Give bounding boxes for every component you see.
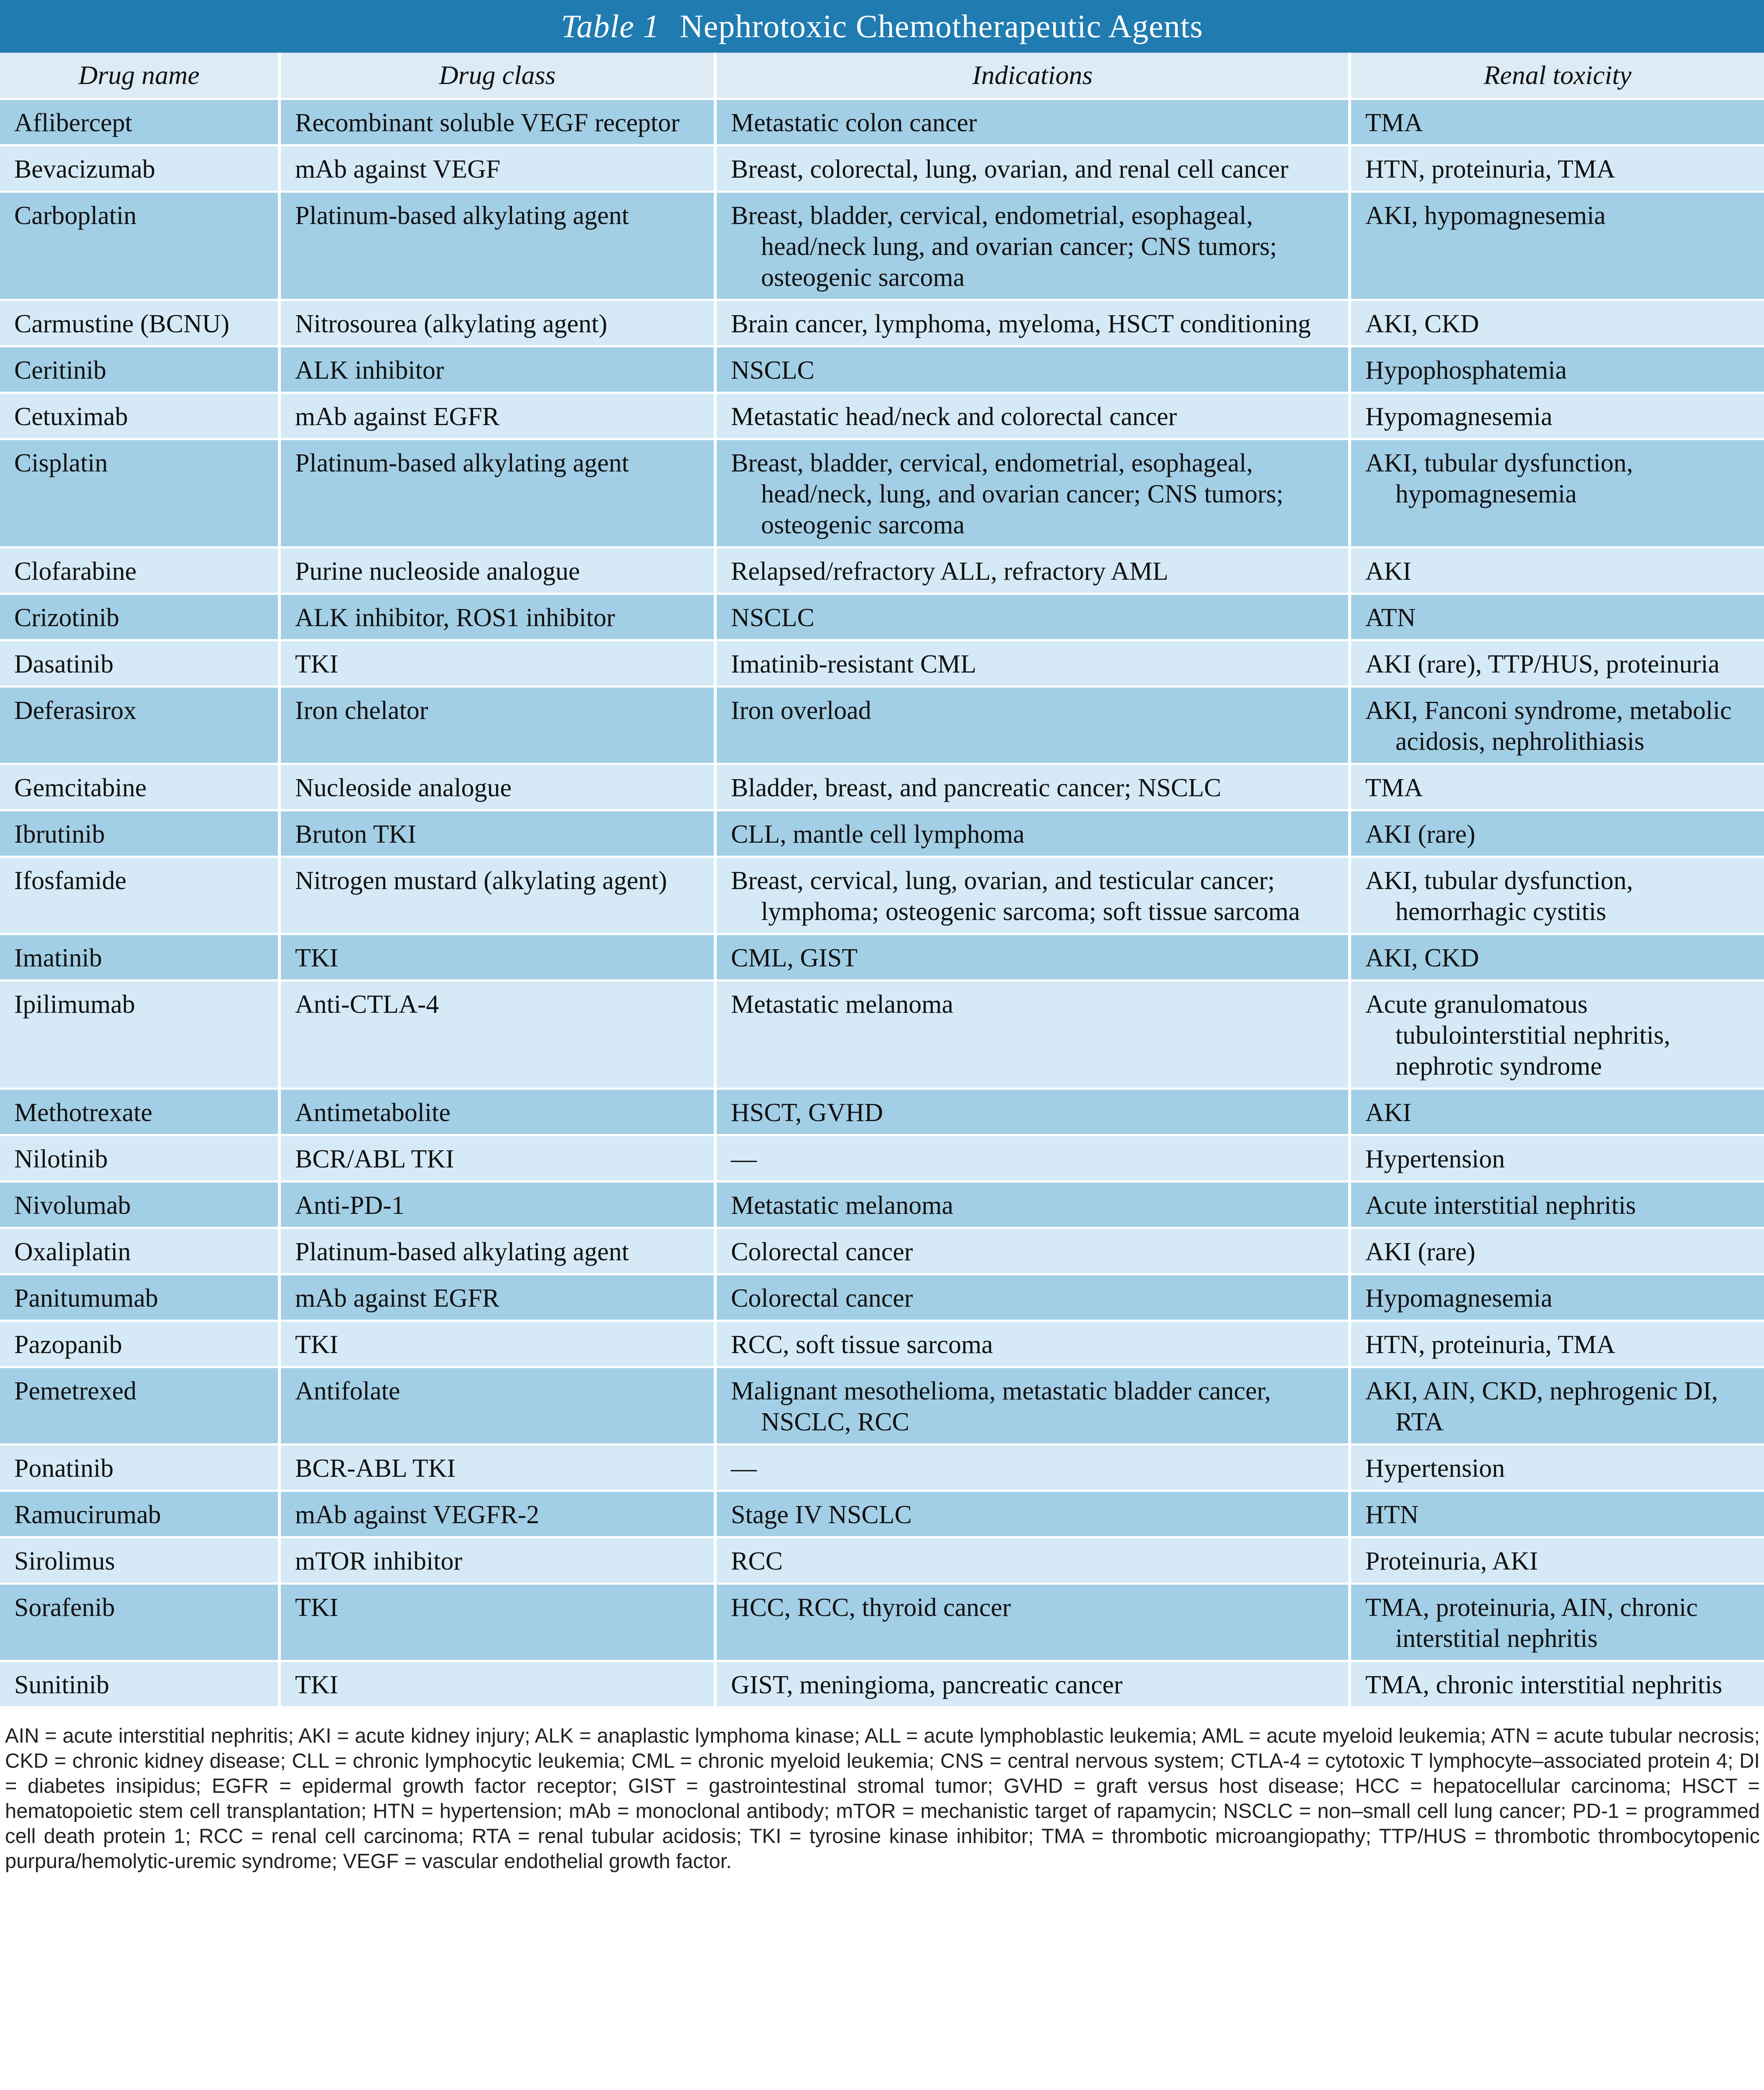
renal-toxicity-cell xyxy=(1351,301,1764,347)
drug-name-cell xyxy=(0,1585,281,1662)
drug-name-cell xyxy=(0,688,281,765)
table-row xyxy=(0,858,1764,935)
cell-text: Hypomagnesemia xyxy=(1365,403,1553,431)
drug-name-cell xyxy=(0,1275,281,1322)
cell-text: Anti-PD-1 xyxy=(295,1191,405,1220)
renal-toxicity-cell xyxy=(1351,394,1764,440)
cell-text: AKI, hypomagnesemia xyxy=(1365,201,1606,230)
indications-cell xyxy=(717,301,1351,347)
indications-cell xyxy=(717,100,1351,146)
drug-class-cell xyxy=(281,595,717,641)
cell-text: TMA xyxy=(1365,109,1423,137)
renal-toxicity-cell xyxy=(1351,688,1764,765)
drug-class-cell xyxy=(281,858,717,935)
cell-text: mAb against VEGFR-2 xyxy=(295,1501,540,1529)
table-row xyxy=(0,765,1764,811)
table-row xyxy=(0,1538,1764,1585)
table-row xyxy=(0,935,1764,981)
cell-text: RCC, soft tissue sarcoma xyxy=(731,1330,993,1359)
cell-text: Platinum-based alkylating agent xyxy=(295,1238,629,1266)
table-row xyxy=(0,1322,1764,1368)
cell-text: Stage IV NSCLC xyxy=(731,1501,912,1529)
indications-cell xyxy=(717,595,1351,641)
drug-class-cell xyxy=(281,548,717,595)
cell-text: Metastatic head/neck and colorectal cancer xyxy=(731,403,1177,431)
cell-text: Dasatinib xyxy=(14,650,114,678)
cell-text: ALK inhibitor xyxy=(295,356,444,385)
cell-text: GIST, meningioma, pancreatic cancer xyxy=(731,1671,1123,1699)
header-row xyxy=(0,53,1764,100)
cell-text: TKI xyxy=(295,944,339,972)
renal-toxicity-cell xyxy=(1351,1585,1764,1662)
cell-text: Colorectal cancer xyxy=(731,1284,913,1313)
drug-class-cell xyxy=(281,347,717,394)
cell-text: AKI (rare), TTP/HUS, proteinuria xyxy=(1365,650,1720,678)
cell-text: Metastatic melanoma xyxy=(731,990,953,1019)
renal-toxicity-cell xyxy=(1351,100,1764,146)
cell-text: — xyxy=(731,1145,757,1173)
cell-text: HTN, proteinuria, TMA xyxy=(1365,1330,1616,1359)
drug-name-cell xyxy=(0,1368,281,1445)
indications-cell xyxy=(717,1368,1351,1445)
indications-cell xyxy=(717,1445,1351,1492)
cell-text: Acute interstitial nephritis xyxy=(1365,1191,1636,1220)
cell-text: Ceritinib xyxy=(14,356,107,385)
cell-text: TKI xyxy=(295,1593,339,1622)
cell-text: Carboplatin xyxy=(14,201,137,230)
cell-text: Anti-CTLA-4 xyxy=(295,990,439,1019)
cell-text: — xyxy=(731,1454,757,1483)
cell-text: Nucleoside analogue xyxy=(295,774,512,802)
cell-text: AKI xyxy=(1365,1099,1412,1127)
cell-text: Sunitinib xyxy=(14,1671,109,1699)
drug-name-cell xyxy=(0,1538,281,1585)
cell-text: AKI, AIN, CKD, nephrogenic DI, RTA xyxy=(1365,1377,1718,1436)
table-row xyxy=(0,1183,1764,1229)
cell-text: Sorafenib xyxy=(14,1593,115,1622)
cell-text: TKI xyxy=(295,650,339,678)
cell-text: BCR/ABL TKI xyxy=(295,1145,454,1173)
table-row xyxy=(0,1585,1764,1662)
renal-toxicity-cell xyxy=(1351,1538,1764,1585)
cell-text: Carmustine (BCNU) xyxy=(14,310,229,338)
renal-toxicity-cell xyxy=(1351,1322,1764,1368)
drug-class-cell xyxy=(281,193,717,301)
drug-name-cell xyxy=(0,811,281,858)
cell-text: mAb against VEGF xyxy=(295,155,501,184)
drug-name-cell xyxy=(0,1662,281,1708)
indications-cell xyxy=(717,1492,1351,1538)
drug-name-cell xyxy=(0,765,281,811)
cell-text: Hypomagnesemia xyxy=(1365,1284,1553,1313)
cell-text: AKI (rare) xyxy=(1365,1238,1476,1266)
cell-text: Bruton TKI xyxy=(295,820,416,849)
cell-text: Platinum-based alkylating agent xyxy=(295,201,629,230)
table-row xyxy=(0,301,1764,347)
drug-class-cell xyxy=(281,146,717,193)
cell-text: Metastatic melanoma xyxy=(731,1191,953,1220)
drug-name-cell xyxy=(0,1445,281,1492)
renal-toxicity-cell xyxy=(1351,858,1764,935)
renal-toxicity-cell xyxy=(1351,1662,1764,1708)
cell-text: CML, GIST xyxy=(731,944,858,972)
drug-class-cell xyxy=(281,811,717,858)
cell-text: Cisplatin xyxy=(14,449,108,477)
renal-toxicity-cell xyxy=(1351,811,1764,858)
renal-toxicity-cell xyxy=(1351,440,1764,548)
renal-toxicity-cell xyxy=(1351,1229,1764,1275)
drug-name-cell xyxy=(0,100,281,146)
drug-class-cell xyxy=(281,1136,717,1183)
cell-text: Ponatinib xyxy=(14,1454,114,1483)
drug-class-cell xyxy=(281,641,717,688)
cell-text: Clofarabine xyxy=(14,557,137,586)
drug-class-cell xyxy=(281,1322,717,1368)
renal-toxicity-cell xyxy=(1351,1275,1764,1322)
cell-text: Pazopanib xyxy=(14,1330,122,1359)
drug-name-cell xyxy=(0,347,281,394)
cell-text: TKI xyxy=(295,1671,339,1699)
cell-text: Bevacizumab xyxy=(14,155,155,184)
table-row xyxy=(0,1368,1764,1445)
cell-text: Ipilimumab xyxy=(14,990,135,1019)
drug-class-cell xyxy=(281,981,717,1090)
cell-text: Antifolate xyxy=(295,1377,400,1405)
cell-text: AKI, tubular dysfunction, hypomagnesemia xyxy=(1365,449,1633,508)
indications-cell xyxy=(717,811,1351,858)
renal-toxicity-cell xyxy=(1351,1136,1764,1183)
cell-text: AKI, CKD xyxy=(1365,310,1479,338)
drug-class-cell xyxy=(281,765,717,811)
cell-text: Gemcitabine xyxy=(14,774,147,802)
table-row xyxy=(0,688,1764,765)
drug-class-cell xyxy=(281,1492,717,1538)
drug-name-cell xyxy=(0,1322,281,1368)
table-title-bar xyxy=(0,0,1764,53)
renal-toxicity-cell xyxy=(1351,595,1764,641)
cell-text: Colorectal cancer xyxy=(731,1238,913,1266)
indications-cell xyxy=(717,935,1351,981)
indications-cell xyxy=(717,688,1351,765)
drug-name-cell xyxy=(0,548,281,595)
table-row xyxy=(0,811,1764,858)
cell-text: HSCT, GVHD xyxy=(731,1099,883,1127)
indications-cell xyxy=(717,347,1351,394)
cell-text: Recombinant soluble VEGF receptor xyxy=(295,109,680,137)
table-row xyxy=(0,548,1764,595)
indications-cell xyxy=(717,440,1351,548)
cell-text: BCR-ABL TKI xyxy=(295,1454,456,1483)
cell-text: Breast, bladder, cervical, endometrial, esophageal, head/neck, lung, and ovarian cancer; CNS tumors; osteogenic sarcoma xyxy=(731,449,1283,539)
cell-text: NSCLC xyxy=(731,604,815,632)
column-header-indications: Indications xyxy=(717,53,1351,100)
indications-cell xyxy=(717,1662,1351,1708)
drug-name-cell xyxy=(0,595,281,641)
cell-text: AKI, Fanconi syndrome, metabolic acidosis, nephrolithiasis xyxy=(1365,696,1732,756)
column-header-renal-toxicity: Renal toxicity xyxy=(1351,53,1764,100)
drug-class-cell xyxy=(281,1585,717,1662)
drug-name-cell xyxy=(0,1136,281,1183)
cell-text: mAb against EGFR xyxy=(295,403,500,431)
table-row xyxy=(0,193,1764,301)
table-label: Table 1 xyxy=(561,8,660,44)
cell-text: Imatinib xyxy=(14,944,102,972)
table-row xyxy=(0,100,1764,146)
drug-name-cell xyxy=(0,1090,281,1136)
drug-name-cell xyxy=(0,981,281,1090)
table-row xyxy=(0,981,1764,1090)
indications-cell xyxy=(717,765,1351,811)
cell-text: TMA, proteinuria, AIN, chronic interstitial nephritis xyxy=(1365,1593,1698,1653)
cell-text: Iron overload xyxy=(731,696,871,725)
drug-class-cell xyxy=(281,1275,717,1322)
indications-cell xyxy=(717,548,1351,595)
table-row xyxy=(0,1136,1764,1183)
drug-class-cell xyxy=(281,1090,717,1136)
table-title: Nephrotoxic Chemotherapeutic Agents xyxy=(680,8,1203,44)
drug-name-cell xyxy=(0,1183,281,1229)
column-header-drug-class: Drug class xyxy=(281,53,717,100)
cell-text: Hypertension xyxy=(1365,1145,1505,1173)
cell-text: Relapsed/refractory ALL, refractory AML xyxy=(731,557,1168,586)
cell-text: HCC, RCC, thyroid cancer xyxy=(731,1593,1011,1622)
table-row xyxy=(0,1229,1764,1275)
renal-toxicity-cell xyxy=(1351,347,1764,394)
table-row xyxy=(0,1275,1764,1322)
renal-toxicity-cell xyxy=(1351,146,1764,193)
cell-text: Imatinib-resistant CML xyxy=(731,650,977,678)
cell-text: mAb against EGFR xyxy=(295,1284,500,1313)
drug-name-cell xyxy=(0,1229,281,1275)
indications-cell xyxy=(717,1275,1351,1322)
renal-toxicity-cell xyxy=(1351,1368,1764,1445)
cell-text: TMA, chronic interstitial nephritis xyxy=(1365,1671,1723,1699)
table-row xyxy=(0,146,1764,193)
renal-toxicity-cell xyxy=(1351,193,1764,301)
renal-toxicity-cell xyxy=(1351,1090,1764,1136)
cell-text: Proteinuria, AKI xyxy=(1365,1547,1538,1575)
cell-text: Acute granulomatous tubulointerstitial nephritis, nephrotic syndrome xyxy=(1365,990,1670,1081)
drug-class-cell xyxy=(281,1229,717,1275)
cell-text: Iron chelator xyxy=(295,696,428,725)
cell-text: Aflibercept xyxy=(14,109,132,137)
indications-cell xyxy=(717,1538,1351,1585)
drug-class-cell xyxy=(281,100,717,146)
cell-text: TKI xyxy=(295,1330,339,1359)
cell-text: ALK inhibitor, ROS1 inhibitor xyxy=(295,604,615,632)
cell-text: Bladder, breast, and pancreatic cancer; NSCLC xyxy=(731,774,1222,802)
table-row xyxy=(0,641,1764,688)
cell-text: Oxaliplatin xyxy=(14,1238,131,1266)
cell-text: HTN, proteinuria, TMA xyxy=(1365,155,1616,184)
indications-cell xyxy=(717,193,1351,301)
cell-text: Breast, bladder, cervical, endometrial, esophageal, head/neck lung, and ovarian cancer; CNS tumors; osteogenic sarcoma xyxy=(731,201,1277,292)
cell-text: Hypophosphatemia xyxy=(1365,356,1567,385)
renal-toxicity-cell xyxy=(1351,1445,1764,1492)
cell-text: Ramucirumab xyxy=(14,1501,161,1529)
table-body xyxy=(0,100,1764,1708)
drug-class-cell xyxy=(281,1662,717,1708)
indications-cell xyxy=(717,394,1351,440)
drug-class-cell xyxy=(281,394,717,440)
renal-toxicity-cell xyxy=(1351,548,1764,595)
cell-text: mTOR inhibitor xyxy=(295,1547,463,1575)
indications-cell xyxy=(717,981,1351,1090)
table-row xyxy=(0,1662,1764,1708)
indications-cell xyxy=(717,1322,1351,1368)
renal-toxicity-cell xyxy=(1351,1492,1764,1538)
indications-cell xyxy=(717,1136,1351,1183)
indications-cell xyxy=(717,858,1351,935)
cell-text: Sirolimus xyxy=(14,1547,115,1575)
cell-text: TMA xyxy=(1365,774,1423,802)
table-row xyxy=(0,1492,1764,1538)
cell-text: Pemetrexed xyxy=(14,1377,137,1405)
table-row xyxy=(0,595,1764,641)
table-row xyxy=(0,394,1764,440)
drug-class-cell xyxy=(281,935,717,981)
drug-class-cell xyxy=(281,301,717,347)
column-header-drug-name: Drug name xyxy=(0,53,281,100)
drug-class-cell xyxy=(281,1368,717,1445)
cell-text: RCC xyxy=(731,1547,783,1575)
cell-text: Crizotinib xyxy=(14,604,120,632)
renal-toxicity-cell xyxy=(1351,935,1764,981)
cell-text: AKI, tubular dysfunction, hemorrhagic cystitis xyxy=(1365,867,1633,926)
renal-toxicity-cell xyxy=(1351,981,1764,1090)
cell-text: Malignant mesothelioma, metastatic bladder cancer, NSCLC, RCC xyxy=(731,1377,1271,1436)
indications-cell xyxy=(717,1090,1351,1136)
indications-cell xyxy=(717,146,1351,193)
drug-name-cell xyxy=(0,193,281,301)
cell-text: Nilotinib xyxy=(14,1145,108,1173)
table-row xyxy=(0,347,1764,394)
indications-cell xyxy=(717,641,1351,688)
drug-name-cell xyxy=(0,858,281,935)
indications-cell xyxy=(717,1183,1351,1229)
drug-name-cell xyxy=(0,301,281,347)
cell-text: NSCLC xyxy=(731,356,815,385)
drug-name-cell xyxy=(0,935,281,981)
drug-name-cell xyxy=(0,440,281,548)
drug-name-cell xyxy=(0,641,281,688)
cell-text: Nitrogen mustard (alkylating agent) xyxy=(295,867,667,895)
cell-text: Nitrosourea (alkylating agent) xyxy=(295,310,608,338)
cell-text: Nivolumab xyxy=(14,1191,131,1220)
drug-class-cell xyxy=(281,1538,717,1585)
cell-text: AKI, CKD xyxy=(1365,944,1479,972)
table-row xyxy=(0,1445,1764,1492)
drug-name-cell xyxy=(0,146,281,193)
cell-text: Metastatic colon cancer xyxy=(731,109,977,137)
cell-text: CLL, mantle cell lymphoma xyxy=(731,820,1025,849)
table-row xyxy=(0,440,1764,548)
cell-text: Panitumumab xyxy=(14,1284,158,1313)
drug-class-cell xyxy=(281,440,717,548)
cell-text: Brain cancer, lymphoma, myeloma, HSCT conditioning xyxy=(731,310,1311,338)
cell-text: Purine nucleoside analogue xyxy=(295,557,580,586)
table-row xyxy=(0,1090,1764,1136)
footnote: AIN = acute interstitial nephritis; AKI = acute kidney injury; ALK = anaplastic lymphoma kinase; ALL = acute lymphoblastic leukemia; AML = acute myeloid leukemia; ATN = acute tubular necrosis; CKD = chronic kidney disease; CLL = chronic lymphocytic leukemia; CML = chronic myeloid leukemia; CNS = central nervous system; CTLA-4 = cytotoxic T lymphocyte–associated protein 4; DI = diabetes insipidus; EGFR = epidermal growth factor receptor; GIST = gastrointestinal stromal tumor; GVHD = graft versus host disease; HCC = hepatocellular carcinoma; HSCT = hematopoietic stem cell transplantation; HTN = hypertension; mAb = monoclonal antibody; mTOR = mechanistic target of rapamycin; NSCLC = non–small cell lung cancer; PD-1 = programmed cell death protein 1; RCC = renal cell carcinoma; RTA = renal tubular acidosis; TKI = tyrosine kinase inhibitor; TMA = thrombotic microangiopathy; TTP/HUS = thrombotic thrombocytopenic purpura/hemolytic-uremic syndrome; VEGF = vascular endothelial growth factor. xyxy=(5,1725,1760,1873)
cell-text: Methotrexate xyxy=(14,1099,153,1127)
cell-text: Hypertension xyxy=(1365,1454,1505,1483)
renal-toxicity-cell xyxy=(1351,1183,1764,1229)
cell-text: Breast, cervical, lung, ovarian, and testicular cancer; lymphoma; osteogenic sarcoma; soft tissue sarcoma xyxy=(731,867,1300,926)
drug-class-cell xyxy=(281,1183,717,1229)
drug-name-cell xyxy=(0,1492,281,1538)
indications-cell xyxy=(717,1229,1351,1275)
drug-name-cell xyxy=(0,394,281,440)
renal-toxicity-cell xyxy=(1351,765,1764,811)
cell-text: Platinum-based alkylating agent xyxy=(295,449,629,477)
cell-text: Ifosfamide xyxy=(14,867,127,895)
indications-cell xyxy=(717,1585,1351,1662)
renal-toxicity-cell xyxy=(1351,641,1764,688)
cell-text: Breast, colorectal, lung, ovarian, and renal cell cancer xyxy=(731,155,1289,184)
cell-text: Deferasirox xyxy=(14,696,137,725)
cell-text: Antimetabolite xyxy=(295,1099,451,1127)
cell-text: ATN xyxy=(1365,604,1416,632)
cell-text: Ibrutinib xyxy=(14,820,105,849)
drug-table xyxy=(0,53,1764,1708)
cell-text: Cetuximab xyxy=(14,403,128,431)
cell-text: AKI xyxy=(1365,557,1412,586)
drug-class-cell xyxy=(281,1445,717,1492)
cell-text: HTN xyxy=(1365,1501,1419,1529)
drug-class-cell xyxy=(281,688,717,765)
cell-text: AKI (rare) xyxy=(1365,820,1476,849)
